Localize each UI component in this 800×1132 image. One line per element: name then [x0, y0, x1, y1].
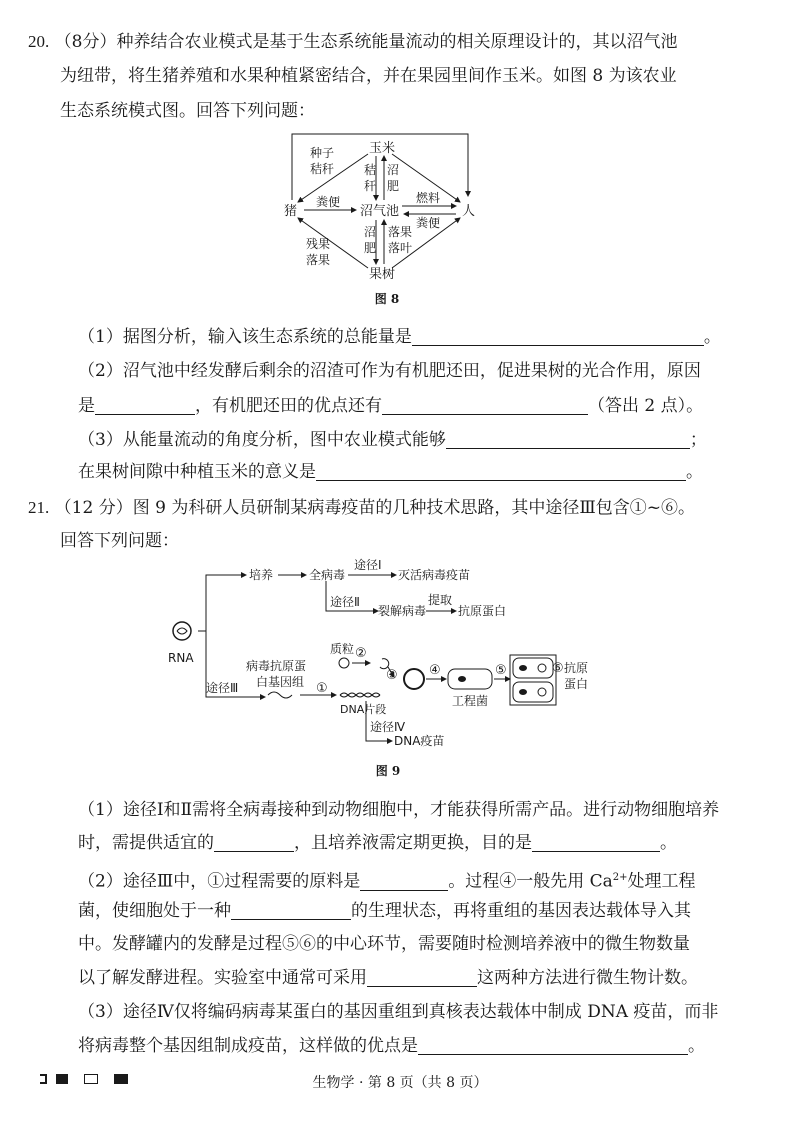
answer-blank[interactable] [316, 460, 686, 481]
superscript-charge: 2+ [612, 872, 628, 883]
label-person: 人 [462, 204, 476, 219]
step-2: ② [355, 646, 367, 661]
q20-part2-line2 [78, 389, 728, 424]
step-1: ① [316, 681, 328, 696]
label-waste-2: 落果 [306, 253, 331, 267]
q20-part1-text: （1）据图分析，输入该生态系统的总能量是 [78, 327, 412, 347]
q20-stem-line2: 为纽带，将生猪养殖和水果种植紧密结合，并在果园里间作玉米。如图 8 为该农业 [60, 66, 677, 86]
label-antigen-protein: 抗原蛋白 [458, 604, 507, 618]
label-engineered-bacteria: 工程菌 [452, 694, 489, 708]
q21-part1-end: 。 [660, 833, 677, 853]
label-dung-left: 粪便 [316, 195, 341, 209]
answer-blank[interactable] [231, 899, 351, 920]
label-orchard: 果树 [369, 267, 396, 280]
label-straw-1: 秸 [364, 163, 377, 177]
q21-part3-line2 [78, 1029, 768, 1064]
gene-wave-icon [268, 692, 292, 698]
label-seed-1: 种子 [310, 146, 335, 160]
page-footer: 生物学 · 第 8 页（共 8 页） [312, 1075, 488, 1091]
label-route1: 途径Ⅰ [354, 558, 382, 572]
label-route4: 途径Ⅳ [370, 720, 406, 734]
q20-part1-end: 。 [703, 327, 721, 347]
label-lyse: 裂解病毒 [378, 604, 427, 618]
label-dung-right: 粪便 [416, 216, 441, 230]
q20-part2-text-c: （答出 2 点）。 [588, 396, 704, 416]
label-fuel: 燃料 [416, 191, 441, 205]
q20-stem [28, 24, 768, 60]
figure-9-diagram [160, 555, 600, 755]
recombinant-plasmid-icon [404, 669, 424, 689]
label-corn: 玉米 [369, 141, 396, 156]
figure-9-caption: 图 9 [375, 764, 401, 778]
q20-part3-end: ； [689, 430, 707, 450]
answer-blank[interactable] [382, 394, 588, 415]
q21-part2-line4 [78, 961, 768, 996]
q21-part2-text-c: 处理工程 [627, 871, 696, 892]
answer-blank[interactable] [360, 870, 448, 891]
figure-8-caption: 图 8 [374, 292, 400, 306]
step-4: ④ [429, 663, 441, 678]
plasmid-icon [339, 658, 349, 668]
label-dna-vaccine: DNA疫苗 [394, 734, 445, 748]
label-leaf-2: 落叶 [388, 241, 413, 255]
q20-part3-line1 [78, 423, 728, 458]
label-gene-2: 白基因组 [256, 675, 305, 689]
label-dna-fragment: DNA片段 [340, 703, 387, 716]
answer-blank[interactable] [367, 966, 477, 987]
q20-part2-text-a: 是 [78, 396, 95, 416]
q21-part2-text-g: 这两种方法进行微生物计数。 [477, 968, 698, 988]
label-fert-2: 肥 [387, 179, 400, 193]
label-route3: 途径Ⅲ [206, 681, 239, 695]
q21-part1-line1: （1）途径Ⅰ和Ⅱ需将全病毒接种到动物细胞中，才能获得所需产品。进行动物细胞培养 [78, 800, 720, 820]
label-rna: RNA [168, 651, 194, 665]
label-whole-virus: 全病毒 [309, 568, 346, 582]
label-gene-1: 病毒抗原蛋 [246, 659, 307, 673]
fermenter-box [510, 655, 556, 705]
step-6: ⑥ [552, 661, 564, 676]
q21-part2-text-b: 。过程④一般先用 Ca [448, 871, 613, 892]
q20-part2-text-b: ，有机肥还田的优点还有 [195, 396, 382, 416]
q21-part2-text-f: 以了解发酵进程。实验室中通常可采用 [78, 968, 367, 988]
label-antigen-2: 蛋白 [564, 677, 589, 691]
label-leaf-1: 落果 [388, 225, 413, 239]
label-pig: 猪 [284, 204, 298, 219]
q21-part2-text-d: 菌，使细胞处于一种 [78, 901, 231, 921]
q21-part3-end: 。 [688, 1036, 705, 1056]
label-straw-2: 秆 [364, 179, 377, 193]
label-extract: 提取 [428, 593, 453, 607]
answer-blank[interactable] [95, 394, 195, 415]
answer-blank[interactable] [214, 831, 294, 852]
answer-blank[interactable] [446, 428, 690, 449]
step-3: ③ [386, 668, 398, 683]
label-seed-2: 秸秆 [310, 162, 335, 176]
label-digester: 沼气池 [360, 204, 400, 219]
q21-part2-text-a: （2）途径Ⅲ中，①过程需要的原料是 [78, 871, 361, 892]
engineered-bacteria-icon [448, 669, 492, 689]
q20-part3-text-2: 在果树间隙中种植玉米的意义是 [78, 462, 316, 482]
q21-part3-line1: （3）途径Ⅳ仅将编码病毒某蛋白的基因重组到真核表达载体中制成 DNA 疫苗，而非 [78, 1002, 719, 1022]
label-culture: 培养 [249, 568, 274, 582]
q20-number: 20. [28, 32, 50, 51]
q21-part2-line3: 中。发酵罐内的发酵是过程⑤⑥的中心环节，需要随时检测培养液中的微生物数量 [78, 934, 690, 954]
q20-part3-end-2: 。 [686, 462, 703, 482]
label-inactivated: 灭活病毒疫苗 [398, 568, 471, 582]
q21-part1-text-b: ，且培养液需定期更换，目的是 [294, 833, 532, 853]
q21-part1-text-a: 时，需提供适宜的 [78, 833, 214, 853]
branch-to-culture [198, 575, 246, 631]
q21-part2-text-e: 的生理状态，再将重组的基因表达载体导入其 [351, 901, 691, 921]
q20-part3-text: （3）从能量流动的角度分析，图中农业模式能够 [78, 430, 446, 450]
label-route2: 途径Ⅱ [330, 595, 360, 609]
answer-blank[interactable] [532, 831, 660, 852]
q20-part1 [78, 320, 728, 355]
label-slurry-2: 肥 [364, 241, 377, 255]
figure-8-diagram [280, 130, 500, 280]
q21-stem-line2: 回答下列问题： [60, 531, 179, 551]
q20-stem-line3: 生态系统模式图。回答下列问题： [60, 101, 315, 121]
q21-stem [28, 490, 788, 526]
q21-part2-line2 [78, 894, 768, 929]
label-antigen-1: 抗原 [564, 661, 589, 675]
label-plasmid: 质粒 [330, 642, 355, 656]
q20-part2-line1: （2）沼气池中经发酵后剩余的沼渣可作为有机肥还田，促进果树的光合作用，原因 [78, 361, 701, 381]
q20-part3-line2 [78, 455, 728, 490]
q20-stem-line1: （8分）种养结合农业模式是基于生态系统能量流动的相关原理设计的，其以沼气池 [54, 32, 678, 52]
answer-blank[interactable] [412, 325, 704, 346]
q21-part3-text: 将病毒整个基因组制成疫苗，这样做的优点是 [78, 1036, 418, 1056]
q21-number: 21. [28, 498, 50, 517]
answer-blank[interactable] [418, 1034, 688, 1055]
step-5: ⑤ [495, 663, 507, 678]
label-fert-1: 沼 [387, 163, 400, 177]
q21-stem-line1: （12 分）图 9 为科研人员研制某病毒疫苗的几种技术思路，其中途径Ⅲ包含①~⑥。 [54, 498, 695, 518]
label-waste-1: 残果 [306, 237, 331, 251]
q21-part1-line2 [78, 826, 728, 861]
label-slurry-1: 沼 [364, 225, 377, 239]
rna-virus-icon [173, 622, 191, 640]
